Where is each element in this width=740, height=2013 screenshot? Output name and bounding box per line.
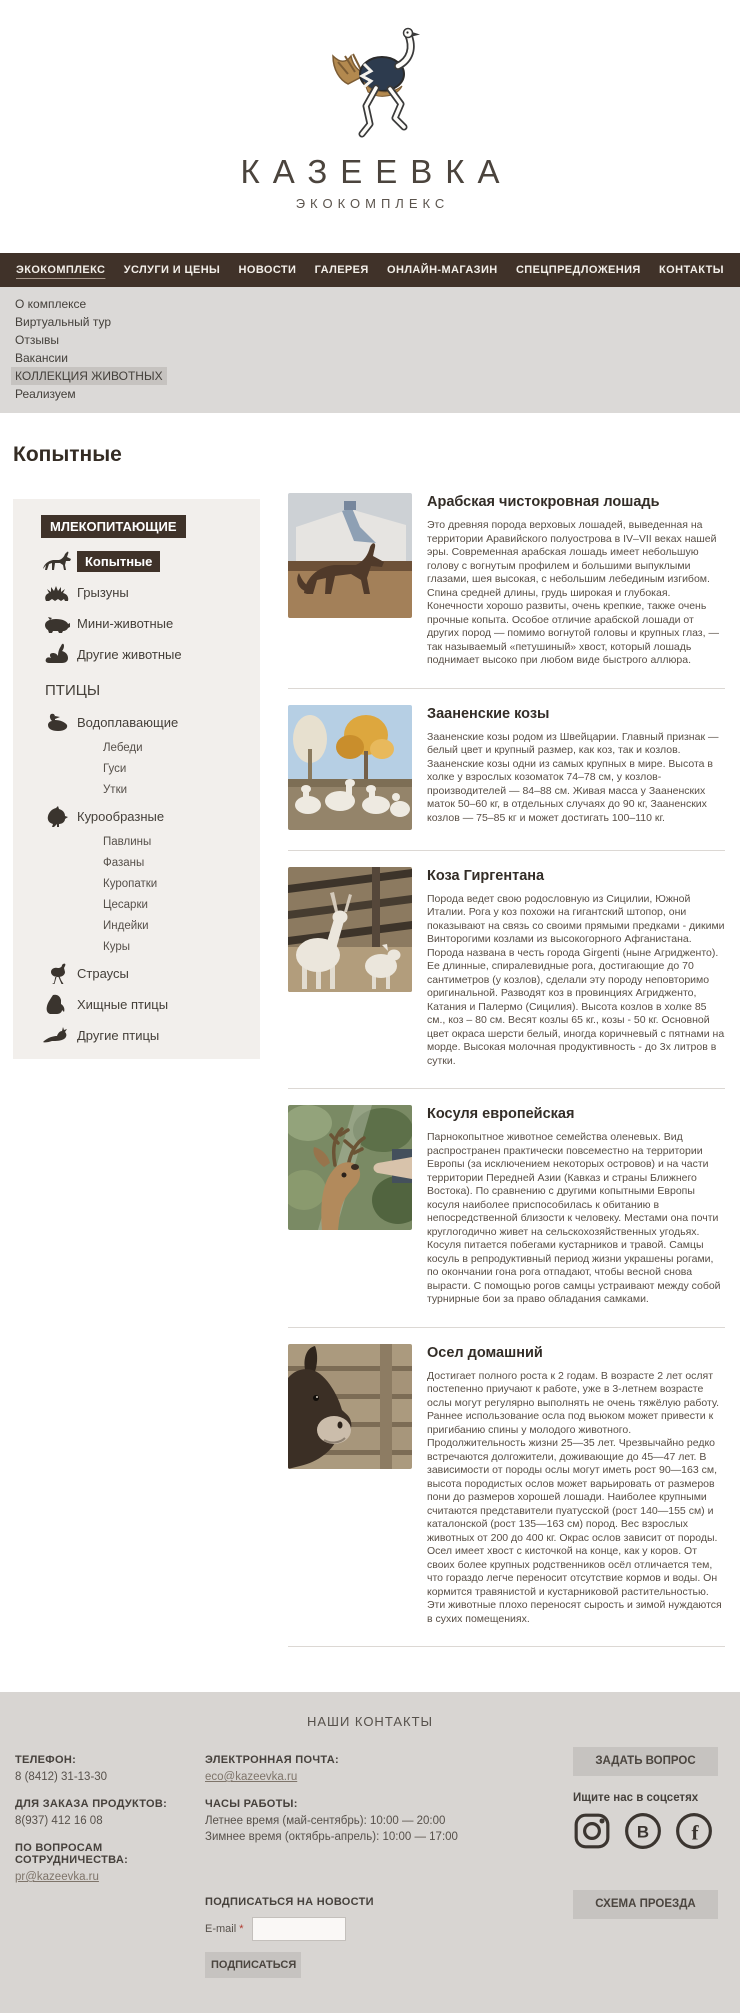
animal-title: Зааненские козы <box>427 705 550 722</box>
phone-label: ТЕЛЕФОН: <box>15 1754 77 1766</box>
animal-entry-roe-deer <box>288 1089 725 1328</box>
submenu-item-virtual-tour[interactable]: Виртуальный тур <box>15 315 111 329</box>
peacock-icon <box>41 1024 73 1048</box>
horse-icon <box>41 550 73 574</box>
submenu-item-about[interactable]: О комплексе <box>15 297 87 311</box>
subscribe-block <box>205 1896 374 1978</box>
hours-summer: Летнее время (май-сентябрь): 10:00 — 20:00 <box>205 1815 446 1827</box>
phone-number: 8 (8412) 31-13-30 <box>15 1771 108 1783</box>
saanen-goats-photo <box>288 705 412 830</box>
sidebar-subitem-pheasants[interactable]: Фазаны <box>103 857 145 869</box>
sidebar-subitem-chickens[interactable]: Куры <box>103 941 130 953</box>
animal-categories-sidebar <box>13 499 260 1059</box>
animal-entry-donkey <box>288 1328 725 1648</box>
subscribe-button[interactable]: ПОДПИСАТЬСЯ <box>205 1952 301 1978</box>
sidebar-section-birds[interactable]: ПТИЦЫ <box>45 682 101 699</box>
email-link[interactable]: eco@kazeevka.ru <box>205 1771 298 1783</box>
sidebar-subitem-ducks[interactable]: Утки <box>103 784 128 796</box>
page-title: Копытные <box>13 443 122 466</box>
submenu-item-animal-collection[interactable]: КОЛЛЕКЦИЯ ЖИВОТНЫХ <box>15 367 740 385</box>
sidebar-subitem-guinea-fowl[interactable]: Цесарки <box>103 899 148 911</box>
social-block <box>573 1792 713 1850</box>
girgentana-goat-photo <box>288 867 412 992</box>
nav-item-news[interactable]: НОВОСТИ <box>238 264 297 276</box>
nav-item-gallery[interactable]: ГАЛЕРЕЯ <box>314 264 369 276</box>
submenu-item-selling[interactable]: Реализуем <box>15 387 76 401</box>
animal-description: Парнокопытное животное семейства оленевых. Вид распространен практически повсеместно на территории Европы (за исключением некоторых островов) и на части территории Передней Азии (Кавказ и страны Ближнего Востока). По сравнению с другими копытными Европы косуля наиболее приспособилась к обитанию в непосредственной близости к человеку. Местами она почти круглогодично живет на сельскохозяйственных угодьях. Косуля питается побегами кустарников и травой. Самцы косуль в репродуктивный период жизни украшены рогами, по окончании гона рога отпадают, чтобы весной снова вырасти. С помощью рогов самцы устраивают между собой турнирные бои за право обладания самками. <box>427 1131 721 1305</box>
partnership-email-link[interactable]: pr@kazeevka.ru <box>15 1871 99 1883</box>
sidebar-item-hoofed[interactable]: Копытные <box>41 546 260 577</box>
sidebar-subitem-turkeys[interactable]: Индейки <box>103 920 149 932</box>
orders-phone-number: 8(937) 412 16 08 <box>15 1815 103 1827</box>
nav-item-ecocomplex[interactable]: ЭКОКОМПЛЕКС <box>16 264 106 276</box>
arabian-horse-photo <box>288 493 412 618</box>
email-label: ЭЛЕКТРОННАЯ ПОЧТА: <box>205 1754 339 1766</box>
submenu-item-reviews[interactable]: Отзывы <box>15 333 59 347</box>
animal-list <box>288 493 725 1647</box>
nav-item-shop[interactable]: ОНЛАЙН-МАГАЗИН <box>387 264 498 276</box>
animal-description: Зааненские козы родом из Швейцарии. Главный признак — белый цвет и крупный размер, как коз, так и козлов. Зааненские козы одни из самых крупных в мире. Высота в холке у взрослых козоматок 74–78 см, у козлов-производителей — 84–88 см. Живая масса у Зааненских маток 50–60 кг, в отдельных случаях до 90 кг, Зааненских козлов — 75–85 кг и может достигать 100–110 кг. <box>427 730 719 824</box>
email-field-label: E-mail * <box>205 1923 244 1935</box>
animal-title: Коза Гиргентана <box>427 867 545 884</box>
rabbit-icon <box>41 643 73 667</box>
animal-description: Это древняя порода верховых лошадей, выведенная на территории Аравийского полуострова в IV–VII веках нашей эры. Современная арабская лошадь имеет небольшую голову с вогнутым профилем и большими выпуклыми глазами, шея высокая, с небольшим лебединым изгибом. Спина средней длины, грудь широкая и глубокая. Конечности хорошо развиты, очень крепкие, также очень прочные копыта. Особое отличие арабской лошади от других пород — помимо вогнутой головы и крупных глаз, — так называемый «петушиный» хвост, который лошадь поднимает высоко при любом виде быстрого аллюра. <box>427 519 719 666</box>
roe-deer-photo <box>288 1105 412 1230</box>
footer-contacts-mid <box>205 1754 465 1858</box>
svg-text:В: В <box>636 1822 650 1842</box>
main-nav <box>0 253 740 287</box>
animal-title: Косуля европейская <box>427 1106 575 1122</box>
sidebar-subitem-swans[interactable]: Лебеди <box>103 742 143 754</box>
subscribe-heading: ПОДПИСАТЬСЯ НА НОВОСТИ <box>205 1896 374 1908</box>
submenu <box>0 287 740 413</box>
submenu-item-vacancies[interactable]: Вакансии <box>15 351 68 365</box>
falcon-icon <box>41 993 73 1017</box>
sidebar-item-waterfowl[interactable]: Водоплавающие <box>41 707 260 738</box>
subscribe-email-input[interactable] <box>252 1917 346 1941</box>
sidebar-subitem-geese[interactable]: Гуси <box>103 763 127 775</box>
ostrich-icon <box>41 962 73 986</box>
sidebar-section-mammals[interactable]: МЛЕКОПИТАЮЩИЕ <box>41 515 186 538</box>
donkey-photo <box>288 1344 412 1469</box>
instagram-icon[interactable] <box>573 1812 611 1850</box>
vk-icon[interactable] <box>624 1812 662 1850</box>
sidebar-item-rodents[interactable]: Грызуны <box>41 577 260 608</box>
sidebar-subitem-partridges[interactable]: Куропатки <box>103 878 158 890</box>
facebook-icon[interactable] <box>675 1812 713 1850</box>
sidebar-item-other-animals[interactable]: Другие животные <box>41 639 260 670</box>
duck-icon <box>41 711 73 735</box>
nav-item-services[interactable]: УСЛУГИ И ЦЕНЫ <box>123 264 221 276</box>
animal-entry-arabian-horse <box>288 493 725 689</box>
hen-icon <box>41 805 73 829</box>
social-label: Ищите нас в соцсетях <box>573 1792 699 1804</box>
brand-subtitle: ЭКОКОМПЛЕКС <box>295 196 450 211</box>
brand-title: КАЗЕЕВКА <box>240 153 513 190</box>
nav-item-contacts[interactable]: КОНТАКТЫ <box>659 264 724 276</box>
animal-title: Арабская чистокровная лошадь <box>427 494 660 510</box>
svg-text:f: f <box>691 1820 699 1845</box>
sidebar-item-galliformes[interactable]: Курообразные <box>41 801 260 832</box>
sidebar-item-ostriches[interactable]: Страусы <box>41 958 260 989</box>
ask-question-button[interactable]: ЗАДАТЬ ВОПРОС <box>573 1747 718 1776</box>
site-header <box>0 0 740 253</box>
footer-contacts-left <box>15 1754 205 1898</box>
animal-title: Осел домашний <box>427 1344 543 1361</box>
footer-heading: НАШИ КОНТАКТЫ <box>306 1714 434 1729</box>
site-footer <box>0 1692 740 2013</box>
animal-description: Достигает полного роста к 2 годам. В возрасте 2 лет ослят постепенно приучают к работе, уже в 3-летнем возрасте ослы могут регулярно выполнять не очень тяжёлую работу. Раннее использование осла под вьюком может привести к пригибанию спины у молодого животного. Продолжительность жизни 25—35 лет. Чрезвычайно редко встречаются долгожители, доживающие до 45—47 лет. В зависимости от породы ослы могут иметь рост 90—163 см, высота породистых ослов может варьировать от размеров пони до размеров хорошей лошади. Наиболее крупными считаются представители пуатусской (рост 140—155 см) и каталонской (рост 135—163 см) пород. Вес взрослых животных от 200 до 400 кг. Окрас ослов зависит от породы. Осел имеет хвост с кисточкой на конце, как у коров. От своих более крупных родственников осёл отличается тем, что гораздо легче переносит отсутствие кормов и воды. Он кормится травянистой и кустарниковой растительностью. Эти животные плохо переносят сырость и зимой нуждаются в сухих помещениях. <box>427 1369 722 1625</box>
sidebar-subitem-peacocks[interactable]: Павлины <box>103 836 152 848</box>
nav-item-offers[interactable]: СПЕЦПРЕДЛОЖЕНИЯ <box>515 264 641 276</box>
ostrich-logo <box>0 24 740 149</box>
required-mark: * <box>239 1923 244 1935</box>
animal-description: Порода ведет свою родословную из Сицилии, Южной Италии. Рога у коз похожи на гигантский штопор, они показывают на связь со своими прямыми предками - дикими Винторогими козлами из высокогорного Афганистана. Порода названа в честь города Girgenti (ныне Агридженто). Ее длинные, спиралевидные рога, достигающие до 70 сантиметров (у козлов), сделали эту породу неповторимо оригинальной. Разводят коз в провинциях Агридженто, Катания и Палермо (Сицилия). Высота козлов в холке 85 см., коз – 80 см. Весят козлы 65 кг., козы - 50 кг. Основной цвет окраса шерсти белый, иногда коричневый с пятнами на морде. Высокая молочная продуктивность - до 3х литров в сутки. <box>427 892 725 1067</box>
sidebar-item-birds-of-prey[interactable]: Хищные птицы <box>41 989 260 1020</box>
porcupine-icon <box>41 581 73 605</box>
hours-label: ЧАСЫ РАБОТЫ: <box>205 1798 298 1810</box>
partnership-label: ПО ВОПРОСАМ СОТРУДНИЧЕСТВА: <box>15 1842 129 1866</box>
hours-winter: Зимнее время (октябрь-апрель): 10:00 — 17:00 <box>205 1831 458 1843</box>
sidebar-item-other-birds[interactable]: Другие птицы <box>41 1020 260 1051</box>
orders-label: ДЛЯ ЗАКАЗА ПРОДУКТОВ: <box>15 1798 168 1810</box>
animal-entry-saanen-goats <box>288 689 725 851</box>
animal-entry-girgentana-goat <box>288 851 725 1090</box>
map-button[interactable]: СХЕМА ПРОЕЗДА <box>573 1890 718 1919</box>
pig-icon <box>41 612 73 636</box>
sidebar-item-mini-animals[interactable]: Мини-животные <box>41 608 260 639</box>
